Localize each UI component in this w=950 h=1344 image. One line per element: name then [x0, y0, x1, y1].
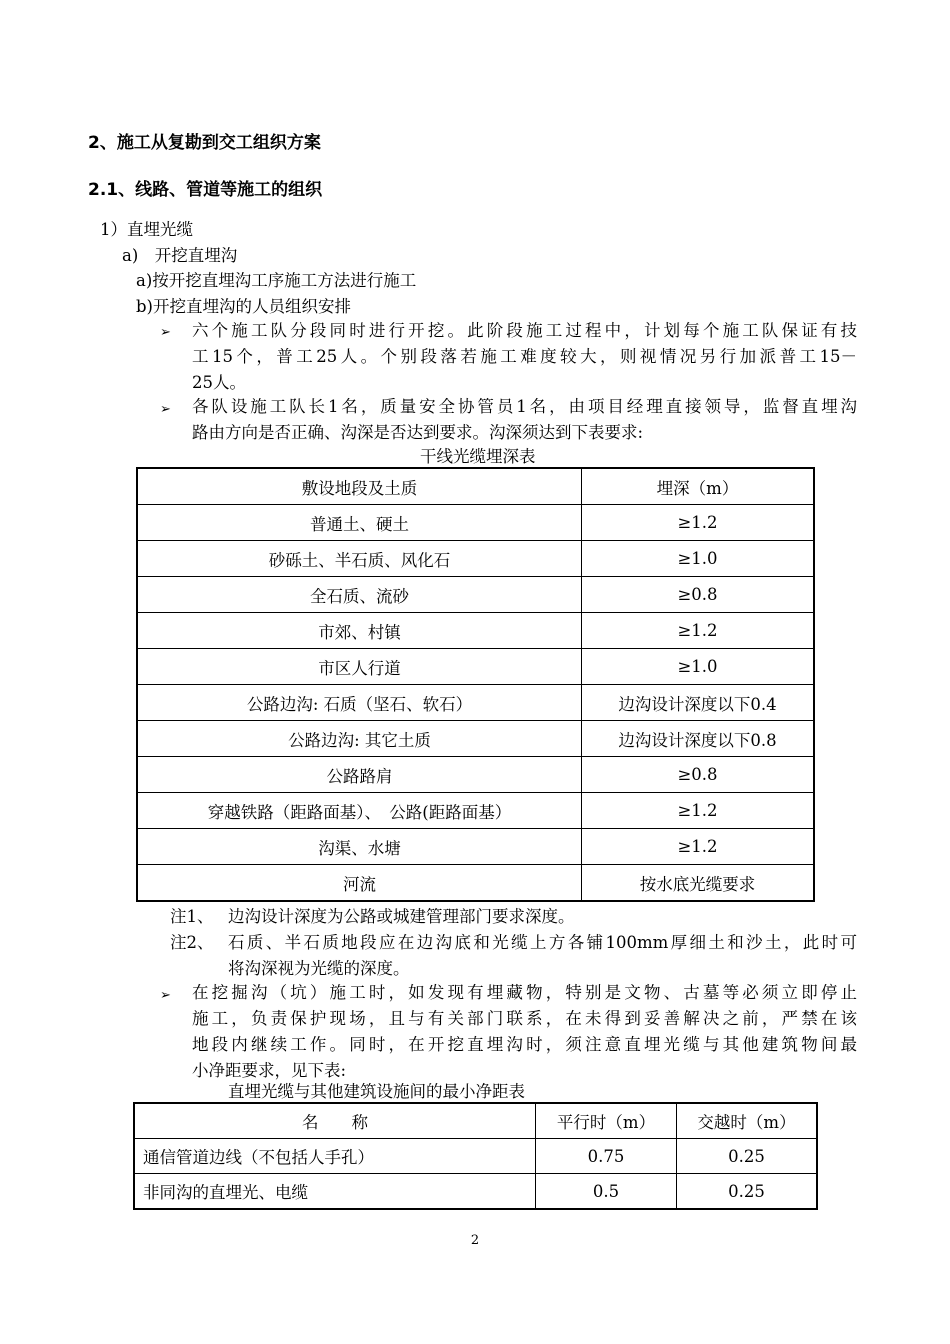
bullet-arrow-icon: ➢ — [160, 402, 171, 417]
table-cell: 市区人行道 — [137, 649, 582, 685]
table-row — [137, 613, 814, 649]
note-1-label: 注1、 — [170, 907, 214, 926]
table-cell: 河流 — [137, 865, 582, 902]
item-1a-trench-digging: a) 开挖直埋沟 — [122, 246, 238, 265]
table-cell: 公路边沟: 其它土质 — [137, 721, 582, 757]
table-cell: 普通土、硬土 — [137, 505, 582, 541]
bullet-paragraph-1 — [192, 318, 857, 396]
table-row — [137, 757, 814, 793]
table-cell: ≥1.2 — [582, 829, 815, 865]
table-cell: ≥0.8 — [582, 757, 815, 793]
table-cell: 通信管道边线（不包括人手孔） — [134, 1139, 536, 1174]
table-row — [137, 721, 814, 757]
table-cell: 按水底光缆要求 — [582, 865, 815, 902]
bullet-arrow-icon: ➢ — [160, 988, 171, 1003]
item-1a-a-method: a)按开挖直埋沟工序施工方法进行施工 — [136, 271, 417, 290]
min-clearance-table — [133, 1102, 818, 1210]
table-cell: 0.5 — [536, 1174, 677, 1210]
table2-caption: 直埋光缆与其他建筑设施间的最小净距表 — [228, 1082, 525, 1101]
table-cell: ≥1.0 — [582, 649, 815, 685]
table-cell: 公路路肩 — [137, 757, 582, 793]
note-1-text: 边沟设计深度为公路或城建管理部门要求深度。 — [228, 907, 575, 926]
table-cell: 边沟设计深度以下0.4 — [582, 685, 815, 721]
paragraph-line: 六个施工队分段同时进行开挖。此阶段施工过程中，计划每个施工队保证有技 — [192, 321, 857, 340]
table1-caption: 干线光缆埋深表 — [420, 447, 536, 466]
table-row — [137, 505, 814, 541]
heading-section-2: 2、施工从复勘到交工组织方案 — [88, 133, 321, 153]
table-header-row — [137, 468, 814, 505]
table-cell: 0.75 — [536, 1139, 677, 1174]
bullet-paragraph-3 — [192, 980, 857, 1084]
burial-depth-table — [136, 467, 815, 902]
table-row — [134, 1174, 817, 1210]
table-cell: ≥0.8 — [582, 577, 815, 613]
table-header-cell: 埋深（m） — [582, 468, 815, 505]
table-header-cell: 敷设地段及土质 — [137, 468, 582, 505]
table-cell: 公路边沟: 石质（坚石、软石） — [137, 685, 582, 721]
table-header-cell: 平行时（m） — [536, 1103, 677, 1139]
paragraph-line: 地段内继续工作。同时，在开挖直埋沟时，须注意直埋光缆与其他建筑物间最 — [192, 1035, 857, 1054]
table-cell: 非同沟的直埋光、电缆 — [134, 1174, 536, 1210]
paragraph-line: 各队设施工队长1名，质量安全协管员1名，由项目经理直接领导，监督直埋沟 — [192, 397, 857, 416]
table-row — [137, 577, 814, 613]
table-cell: ≥1.2 — [582, 505, 815, 541]
paragraph-line: 路由方向是否正确、沟深是否达到要求。沟深须达到下表要求: — [192, 423, 644, 442]
table-row — [134, 1139, 817, 1174]
table-cell: 0.25 — [677, 1174, 818, 1210]
table-row — [137, 649, 814, 685]
paragraph-line: 小净距要求，见下表: — [192, 1061, 347, 1080]
table-cell: 边沟设计深度以下0.8 — [582, 721, 815, 757]
table-cell: 穿越铁路（距路面基）、 公路(距路面基） — [137, 793, 582, 829]
table-cell: 沟渠、水塘 — [137, 829, 582, 865]
heading-section-2-1: 2.1、线路、管道等施工的组织 — [88, 180, 323, 200]
table-cell: ≥1.0 — [582, 541, 815, 577]
table-cell: 0.25 — [677, 1139, 818, 1174]
table-cell: 市郊、村镇 — [137, 613, 582, 649]
table-cell: ≥1.2 — [582, 613, 815, 649]
table-row — [137, 865, 814, 902]
table-cell: ≥1.2 — [582, 793, 815, 829]
table-row — [137, 541, 814, 577]
table-header-cell: 交越时（m） — [677, 1103, 818, 1139]
table-row — [137, 829, 814, 865]
paragraph-line: 将沟深视为光缆的深度。 — [228, 959, 410, 978]
table-row — [137, 793, 814, 829]
bullet-arrow-icon: ➢ — [160, 325, 171, 340]
item-1a-b-staffing: b)开挖直埋沟的人员组织安排 — [136, 297, 351, 316]
table-header-row — [134, 1103, 817, 1139]
paragraph-line: 25人。 — [192, 373, 246, 392]
paragraph-line: 施工，负责保护现场，且与有关部门联系，在未得到妥善解决之前，严禁在该 — [192, 1009, 857, 1028]
table-row — [137, 685, 814, 721]
bullet-paragraph-2 — [192, 394, 857, 446]
paragraph-line: 工15个，普工25人。个别段落若施工难度较大，则视情况另行加派普工15－ — [192, 347, 857, 366]
paragraph-line: 石质、半石质地段应在边沟底和光缆上方各铺100mm厚细土和沙土，此时可 — [228, 933, 857, 952]
table-cell: 砂砾土、半石质、风化石 — [137, 541, 582, 577]
table-header-cell: 名 称 — [134, 1103, 536, 1139]
page-number: 2 — [470, 1233, 480, 1248]
table-cell: 全石质、流砂 — [137, 577, 582, 613]
note-2-text — [228, 930, 857, 982]
paragraph-line: 在挖掘沟（坑）施工时，如发现有埋藏物，特别是文物、古墓等必须立即停止 — [192, 983, 857, 1002]
note-2-label: 注2、 — [170, 933, 214, 952]
item-1-direct-buried-cable: 1）直埋光缆 — [100, 220, 193, 239]
